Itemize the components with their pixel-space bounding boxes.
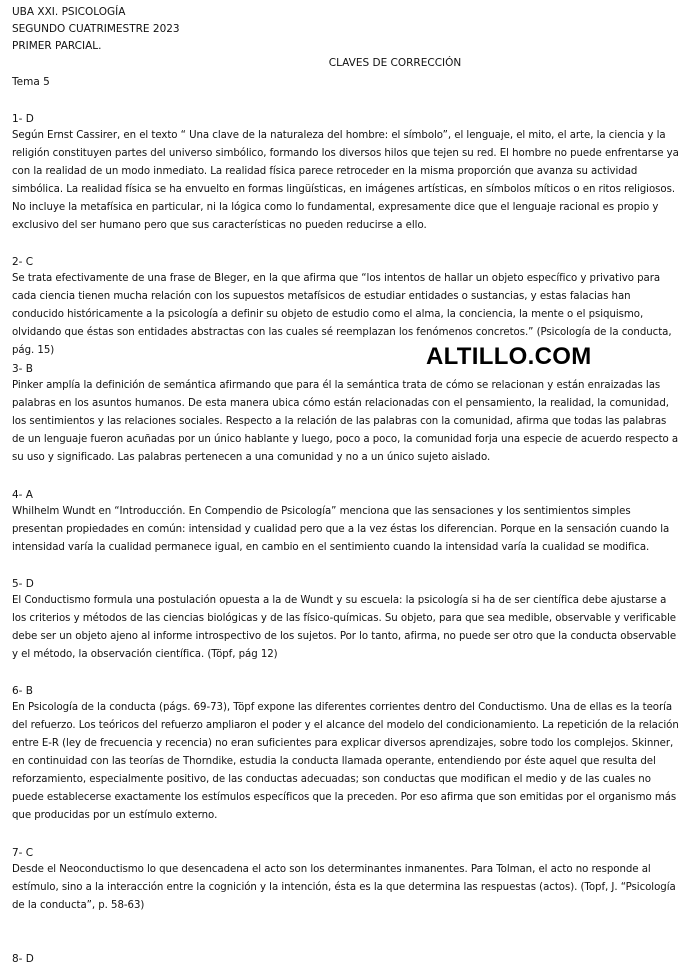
answer-label-2: 2- C xyxy=(12,256,34,268)
answer-label-4: 4- A xyxy=(12,489,33,501)
header-exam: PRIMER PARCIAL. xyxy=(12,40,102,52)
tema-label: Tema 5 xyxy=(12,76,50,88)
answer-text-6: En Psicología de la conducta (págs. 69-73), Töpf expone las diferentes corrientes dentro del Conductismo. Una de ellas es la teoría del refuerzo. Los teóricos del refuerzo ampliaron el poder y el alcance del modelo del condicionamiento. La repetición de la relación entre E-R (ley de frecuencia y recencia) no eran suficientes para explicar diversos aprendizajes, sobre todo los complejos. Skinner, en continuidad con las teorías de Thorndike, estudia la conducta llamada operante, entendiendo por éste aquel que resulta del reforzamiento, especialmente positivo, de las conductas adecuadas; son conductas que modifican el medio y de las cuales no puede establecerse exactamente los estímulos específicos que la preceden. Por eso afirma que son emitidas por el organismo más que producidas por un estímulo externo. xyxy=(12,702,679,821)
answer-text-4: Whilhelm Wundt en “Introducción. En Compendio de Psicología” menciona que las sensaciones y los sentimientos simples presentan propiedades en común: intensidad y cualidad pero que a la vez éstas los diferencian. Porque en la sensación cuando la intensidad varía la cualidad permanece igual, en cambio en el sentimiento cuando la intensidad varía la cualidad se modifica. xyxy=(12,506,670,553)
answer-text-7: Desde el Neoconductismo lo que desencadena el acto son los determinantes inmanentes. Para Tolman, el acto no responde al estímulo, sino a la interacción entre la cognición y la intención, ésta es la que determina las respuestas (actos). (Topf, J. “Psicología de la conducta”, p. 58-63) xyxy=(12,864,676,911)
answer-text-5: El Conductismo formula una postulación opuesta a la de Wundt y su escuela: la psicología si ha de ser científica debe ajustarse a los criterios y métodos de las ciencias biológicas y de las físico-químicas. Su objeto, para que sea medible, observable y verificable debe ser un objeto ajeno al informe introspectivo de los sujetos. Por lo tanto, afirma, no puede ser otro que la conducta observable y el método, la observación científica. (Töpf, pág 12) xyxy=(12,595,677,660)
page-title: CLAVES DE CORRECCIÓN xyxy=(328,57,462,69)
answer-label-3: 3- B xyxy=(12,363,34,375)
altillo-watermark: ALTILLO.COM xyxy=(426,343,592,370)
answer-label-8: 8- D xyxy=(12,953,34,965)
answer-label-1: 1- D xyxy=(12,113,34,125)
answer-text-1: Según Ernst Cassirer, en el texto “ Una clave de la naturaleza del hombre: el símbolo”, el lenguaje, el mito, el arte, la ciencia y la religión constituyen partes del universo simbólico, formando los diversos hilos que tejen su red. El hombre no puede enfrentarse ya con la realidad de un modo inmediato. La realidad física parece retroceder en la misma proporción que avanza su actividad simbólica. La realidad física se ha envuelto en formas lingüísticas, en imágenes artísticas, en símbolos míticos o en ritos religiosos. No incluye la metafísica en particular, ni la lógica como lo fundamental, expresamente dice que el lenguaje racional es propio y exclusivo del ser humano pero que sus características no pueden reducirse a ello. xyxy=(12,130,679,231)
answer-label-7: 7- C xyxy=(12,847,34,859)
answer-text-2: Se trata efectivamente de una frase de Bleger, en la que afirma que “los intentos de hallar un objeto específico y privativo para cada ciencia tienen mucha relación con los supuestos metafísicos de estudiar entidades o sustancias, y estas falacias han conducido históricamente a la psicología a definir su objeto de estudio como el alma, la conciencia, la mente o el psiquismo, olvidando que éstas son entidades abstractas con las cuales sé reemplazan los fenómenos concretos.” (Psicología de la conducta, pág. 15) xyxy=(12,273,672,356)
answer-label-5: 5- D xyxy=(12,578,34,590)
header-term: SEGUNDO CUATRIMESTRE 2023 xyxy=(12,23,180,35)
header-institution: UBA XXI. PSICOLOGÍA xyxy=(12,6,126,18)
answer-text-3: Pinker amplía la definición de semántica afirmando que para él la semántica trata de cómo se relacionan y están enraizadas las palabras en los asuntos humanos. De esta manera ubica cómo están relacionadas con el pensamiento, la realidad, la comunidad, los sentimientos y las relaciones sociales. Respecto a la relación de las palabras con la comunidad, afirma que todas las palabras de un lenguaje fueron acuñadas por un único hablante y luego, poco a poco, la comunidad forja una especie de acuerdo respecto a su uso y significado. Las palabras pertenecen a una comunidad y no a un único sujeto aislado. xyxy=(12,380,679,463)
answer-label-6: 6- B xyxy=(12,685,34,697)
